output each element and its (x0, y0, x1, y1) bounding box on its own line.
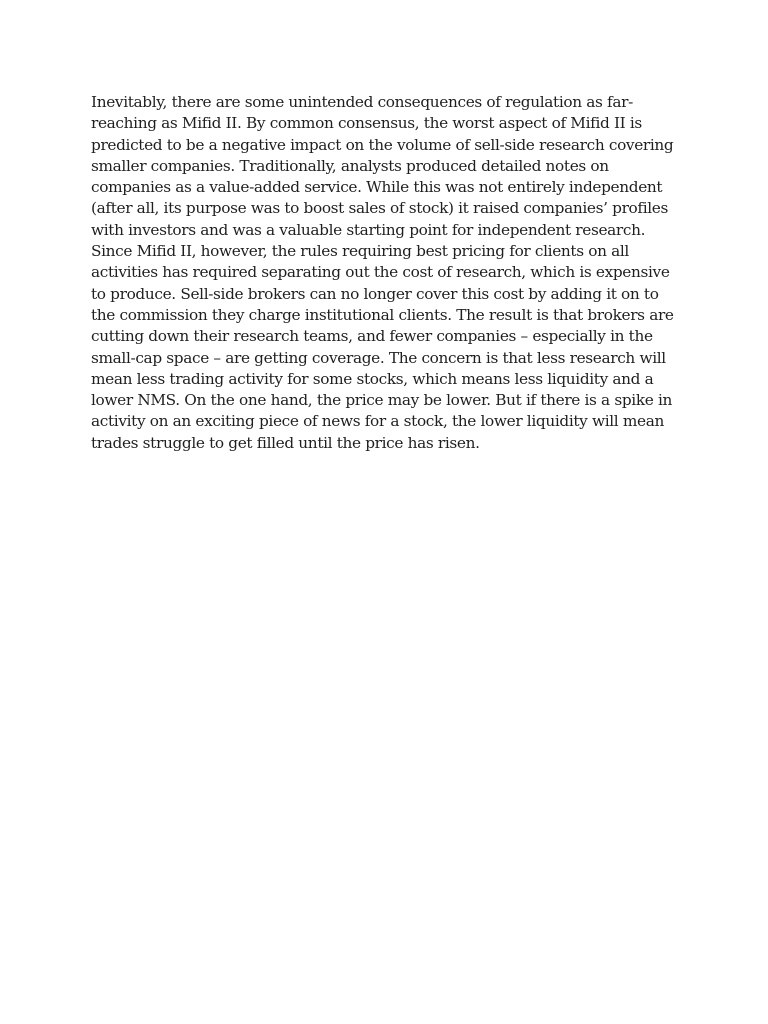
body-paragraph: Inevitably, there are some unintended consequences of regulation as far-reaching as Mifid II. By common consensus, the worst aspect of Mifid II is predicted to be a negative impact on the volume of sell-side research covering smaller companies. Traditionally, analysts produced detailed notes on companies as a value-added service. While this was not entirely independent (after all, its purpose was to boost sales of stock) it raised companies’ profiles with investors and was a valuable starting point for independent research. Since Mifid II, however, the rules requiring best pricing for clients on all activities has required separating out the cost of research, which is expensive to produce. Sell-side brokers can no longer cover this cost by adding it on to the commission they charge institutional clients. The result is that brokers are cutting down their research teams, and fewer companies – especially in the small-cap space – are getting coverage. The concern is that less research will mean less trading activity for some stocks, which means less liquidity and a lower NMS. On the one hand, the price may be lower. But if there is a spike in activity on an exciting piece of news for a stock, the lower liquidity will mean trades struggle to get filled until the price has risen. (91, 93, 674, 452)
